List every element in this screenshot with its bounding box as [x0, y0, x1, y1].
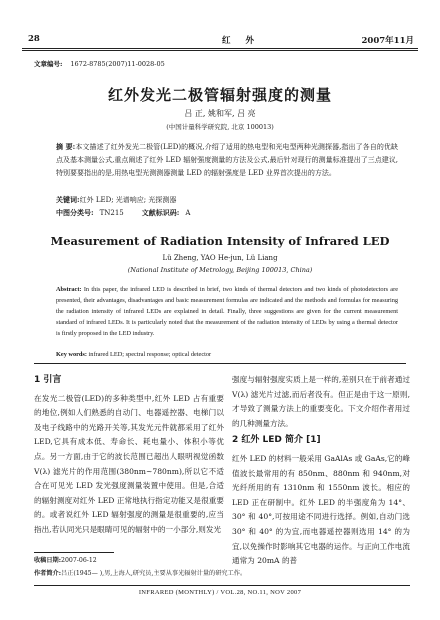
keywords-chinese: [56, 194, 398, 206]
footer-rule: [34, 585, 410, 586]
article-number: [34, 59, 165, 68]
abstract-chinese-text: 本文描述了红外发光二极管(LED)的概况,介绍了适用的热电型和光电型两种光测探器,指出了各自的优缺点及基本测量公式,重点阐述了红外 LED 辐射强度测量的方法及公式,最后针对现行的测量标准提出了三点建议,特别要要指出的是,用热电型光测测器测量 LED 的辐射强度是 LED 业界首次提出的方法。: [56, 143, 398, 177]
abstract-chinese-label: 摘 要:: [56, 142, 76, 151]
footnote-rule: [34, 552, 114, 553]
page-number: 28: [28, 34, 40, 44]
section-1-text: 在发光二极管(LED)的多种类型中,红外 LED 占有重要的地位,例如人们熟悉的自动门、电器遥控器、电梯门以及电子线路中的光路开关等,其发光元件就都采用了红外 LED,它具有成本低、寿命长、耗电量小、体积小等优点。另一方面,由于它的波长范围已超出人眼明视觉函数 V(λ) 滤光片的作用范围(380nm~780nm),所以它不适合在可见光 LED 发光强度测量装置中使用。但是,合适的辐射测度对红外 LED 正常地执行指定功能又是很重要的。或者说红外 LED 辐射强度的测量是很重要的,应当指出,若认同光只是眼睛可见的辐射中的一小部分,则发光: [34, 393, 224, 534]
footnote-author: [34, 568, 420, 577]
author-bio-value: 吕正(1945— ),男,上海人,研究员,主要从事光辐射计量的研究工作。: [61, 570, 247, 577]
abstract-english-label: Abstract:: [56, 286, 82, 293]
received-label: 收稿日期:: [34, 557, 62, 564]
keywords-chinese-label: 关键词:: [56, 195, 80, 204]
body-column-left: [34, 373, 224, 538]
title-chinese: 红外发光二极管辐射强度的测量: [107, 86, 332, 104]
received-value: 2007-06-12: [61, 557, 97, 564]
section-2-text: 红外 LED 的材料一般采用 GaAlAs 或 GaAs,它的峰值波长最常用的有 850nm、880nm 和 940nm,对光纤所用的有 1310nm 和 1550nm 波长。相应的 LED 正在研制中。红外 LED 的半强度角为 14°、30° 和 40°,可按用途不同进行选择。例如,自动门选 30° 和 40° 的为宜,而电器遥控器则选用 14° 的为宜,以免操作时影响其它电器的运作。与正向工作电流通常为 20mA 的普: [232, 453, 410, 566]
doc-code-label: 文献标识码:: [141, 208, 180, 217]
clc-value: TN215: [99, 209, 124, 217]
header-rule-bottom: [22, 50, 418, 51]
keywords-english-label: Key words:: [56, 351, 87, 358]
author-bio-label: 作者简介:: [34, 570, 62, 577]
footnote-received: [34, 555, 420, 564]
authors-english: Lü Zheng, YAO He-jun, Lü Liang: [162, 254, 278, 262]
section-1-continued: 强度与辐射强度实质上是一样的,差别只在于前者通过 V(λ) 滤光片过滤,而后者没有。但正是由于这一原则,才导致了测量方法上的重要变化。下文介绍作者用过的几种测量方法。: [232, 375, 410, 428]
affiliation-chinese: (中国计量科学研究院, 北京 100013): [166, 123, 274, 131]
affiliation-english: (National Institute of Metrology, Beijing 100013, China): [127, 266, 313, 274]
section-2-heading: 2 红外 LED 简介 [1]: [232, 435, 321, 446]
journal-name: 红 外: [222, 36, 260, 46]
keywords-chinese-text: 红外 LED; 光谱响应; 光探测器: [79, 196, 177, 204]
keywords-english-text: infrared LED; spectral response; optical detector: [88, 351, 212, 358]
keywords-english: [56, 351, 398, 358]
classification-line: [56, 208, 398, 218]
journal-footer: INFRARED (MONTHLY) / VOL.28, NO.11, NOV 2007: [138, 589, 302, 596]
clc-label: 中图分类号:: [56, 208, 94, 217]
authors-chinese: 吕 正, 姚和军, 吕 亮: [184, 109, 256, 118]
article-number-label: 文章编号:: [34, 60, 63, 68]
abstract-english: [56, 284, 398, 339]
issue-date: 2007年11月: [361, 36, 414, 46]
header-rule-top: [22, 48, 418, 49]
section-1-heading: 1 引言: [34, 375, 62, 385]
abstract-divider: [34, 363, 406, 364]
abstract-chinese: [56, 140, 398, 180]
body-column-right: [232, 373, 410, 569]
doc-code-value: A: [185, 209, 191, 217]
article-number-value: 1672-8785(2007)11-0028-05: [70, 60, 165, 68]
running-header: [22, 34, 418, 48]
title-english: Measurement of Radiation Intensity of Infrared LED: [50, 234, 390, 248]
abstract-english-text: In this paper, the infrared LED is described in brief, two kinds of thermal detectors and two kinds of photodetectors are presented, their advantages, disadvantages and basic measurement formulas are indicated and the methods and formulas for measuring the radiation intensity of infrared LEDs are explained in detail. Finally, three suggestions are given for the current measurement standard of infrared LEDs. It is particularly noted that the measurement of the radiation intensity of LEDs by using a thermal detector is firstly proposed in the LED industry.: [56, 286, 398, 337]
